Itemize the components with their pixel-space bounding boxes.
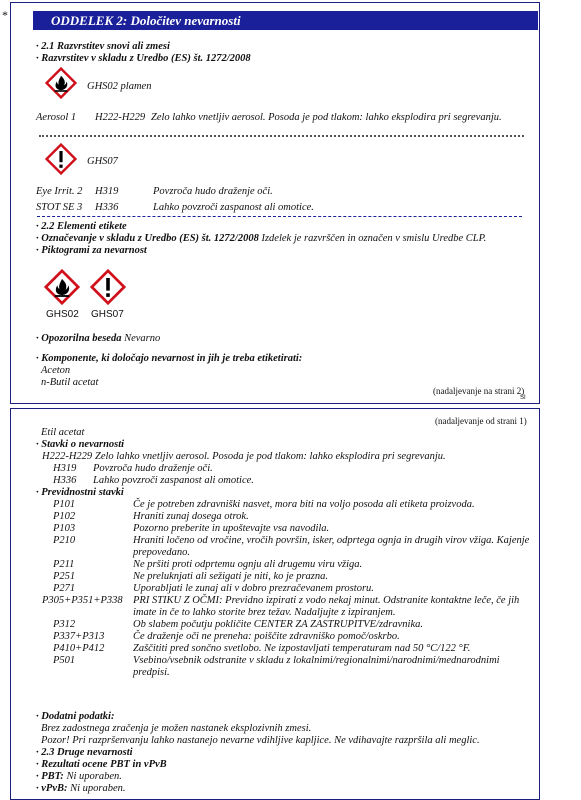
ghs02-label: GHS02 plamen <box>87 81 152 92</box>
precautionary-text: Vsebino/vsebnik odstranite v skladu z lokalnimi/regionalnimi/narodnimi/mednarodnimi predpisi. <box>133 655 500 678</box>
stot-code: H336 <box>95 202 119 213</box>
continued-from-note: (nadaljevanje od strani 1) <box>435 416 527 426</box>
precautionary-code: P271 <box>53 583 76 594</box>
precautionary-text: Uporabljati le zunaj ali v dobro prezračevanem prostoru. <box>133 583 374 594</box>
signal-word-heading: · Opozorilna beseda <box>36 333 122 344</box>
precautionary-text: Hraniti ločeno od vročine, vročih površin, isker, odprtega ognja in drugih virov vžiga. Kajenje prepovedano. <box>133 535 530 558</box>
ghs07-label: GHS07 <box>87 156 118 167</box>
ghs07-caption: GHS07 <box>91 309 124 320</box>
precautionary-text: PRI STIKU Z OČMI: Previdno izpirati z vodo nekaj minut. Odstranite kontaktne leče, če jih imate in če to lahko storite brez težav. Nadaljujte z izpiranjem. <box>133 595 520 618</box>
dashed-divider <box>37 216 522 217</box>
eye-code: H319 <box>95 186 119 197</box>
precautionary-code: P211 <box>53 559 75 570</box>
hazard-code: H319 <box>53 463 77 474</box>
exclamation-pictogram-icon <box>45 143 77 175</box>
page-marker: SI <box>520 395 526 401</box>
precautionary-text: Če je potreben zdravniški nasvet, mora biti na voljo posoda ali etiketa proizvoda. <box>133 499 475 510</box>
precautionary-code: P251 <box>53 571 76 582</box>
additional-info-heading: · Dodatni podatki: <box>36 711 115 722</box>
vpvb-line <box>36 783 126 794</box>
precautionary-code: P312 <box>53 619 76 630</box>
precautionary-text: Če draženje oči ne preneha: poiščite zdravniško pomoč/oskrbo. <box>133 631 400 642</box>
precautionary-text: Ob slabem počutju pokličite CENTER ZA ZASTRUPITVE/zdravnika. <box>133 619 423 630</box>
precautionary-text: Zaščititi pred sončno svetlobo. Ne izpostavljati temperaturam nad 50 °C/122 °F. <box>133 643 471 654</box>
hazard-code: H336 <box>53 475 77 486</box>
eye-text: Povzroča hudo draženje oči. <box>153 186 273 197</box>
section-2-1-heading: · 2.1 Razvrstitev snovi ali zmesi <box>36 41 170 52</box>
precautionary-text: Ne pršiti proti odprtemu ognju ali drugemu viru vžiga. <box>133 559 363 570</box>
section-2-2-heading: · 2.2 Elementi etikete <box>36 221 127 232</box>
ghs02-caption: GHS02 <box>46 309 79 320</box>
aerosol-text: Zelo lahko vnetljiv aerosol. Posoda je pod tlakom: lahko eksplodira pri segrevanju. <box>151 112 502 123</box>
hazard-text: Povzroča hudo draženje oči. <box>93 463 213 474</box>
hazard-statements-heading: · Stavki o nevarnosti <box>36 439 125 450</box>
precautionary-code: P305+P351+P338 <box>42 595 123 606</box>
eye-class: Eye Irrit. 2 <box>36 186 83 197</box>
flame-pictogram-icon <box>45 67 77 99</box>
pbt-label: · PBT: <box>36 771 64 782</box>
component-2: n-Butil acetat <box>41 377 99 388</box>
pbt-value: Ni uporaben. <box>66 771 122 782</box>
precautionary-code: P210 <box>53 535 76 546</box>
precautionary-code: P103 <box>53 523 76 534</box>
component-1: Aceton <box>41 365 71 376</box>
additional-info-2: Pozor! Pri razpršenvanju lahko nastanejo nevarne vdihljive kapljice. Ne vdihavajte razpršila ali meglic. <box>41 735 480 746</box>
ghs02-pictogram-icon <box>44 269 80 305</box>
page-2-frame <box>10 408 540 800</box>
precautionary-code: P501 <box>53 655 76 666</box>
pbt-line <box>36 771 122 782</box>
precautionary-heading: · Previdnostni stavki <box>36 487 124 498</box>
stot-class: STOT SE 3 <box>36 202 83 213</box>
precautionary-code: P101 <box>53 499 76 510</box>
precautionary-code: P410+P412 <box>53 643 105 654</box>
signal-word-value: Nevarno <box>124 333 161 344</box>
labelling-heading: · Označevanje v skladu z Uredbo (ES) št. 1272/2008 <box>36 233 259 244</box>
stot-text: Lahko povzroči zaspanost ali omotice. <box>153 202 314 213</box>
continued-note: (nadaljevanje na strani 2) <box>433 386 525 396</box>
precautionary-text: Hraniti zunaj dosega otrok. <box>133 511 249 522</box>
signal-word-line <box>36 333 160 344</box>
aerosol-codes: H222-H229 <box>95 112 146 123</box>
component-3: Etil acetat <box>41 427 85 438</box>
classification-heading: · Razvrstitev v skladu z Uredbo (ES) št. 1272/2008 <box>36 53 251 64</box>
precautionary-text: Ne preluknjati ali sežigati je niti, ko je prazna. <box>133 571 329 582</box>
vpvb-label: · vPvB: <box>36 783 68 794</box>
hazard-text: Lahko povzroči zaspanost ali omotice. <box>93 475 254 486</box>
aerosol-class: Aerosol 1 <box>36 112 77 123</box>
section-header: ODDELEK 2: Določitev nevarnosti <box>33 11 538 30</box>
additional-info-1: Brez zadostnega zračenja je možen nastanek eksplozivnih zmesi. <box>41 723 312 734</box>
ghs07-pictogram-icon <box>90 269 126 305</box>
vpvb-value: Ni uporaben. <box>70 783 126 794</box>
precautionary-code: P102 <box>53 511 76 522</box>
page-1-frame <box>10 2 540 404</box>
pictograms-heading: · Piktogrami za nevarnost <box>36 245 147 256</box>
section-2-3-heading: · 2.3 Druge nevarnosti <box>36 747 133 758</box>
precautionary-text: Pozorno preberite in upoštevajte vsa navodila. <box>133 523 330 534</box>
precautionary-code: P337+P313 <box>53 631 105 642</box>
components-heading: · Komponente, ki določajo nevarnost in jih je treba etiketirati: <box>36 353 303 364</box>
labelling-line <box>36 233 486 244</box>
labelling-text: Izdelek je razvrščen in označen v smislu Uredbe CLP. <box>261 233 487 244</box>
change-marker: * <box>2 8 8 22</box>
hazard-code: H222-H229 <box>42 451 93 462</box>
pbt-results-heading: · Rezultati ocene PBT in vPvB <box>36 759 167 770</box>
hazard-text: Zelo lahko vnetljiv aerosol. Posoda je pod tlakom: lahko eksplodira pri segrevanju. <box>95 451 446 462</box>
dotted-divider <box>39 135 524 137</box>
